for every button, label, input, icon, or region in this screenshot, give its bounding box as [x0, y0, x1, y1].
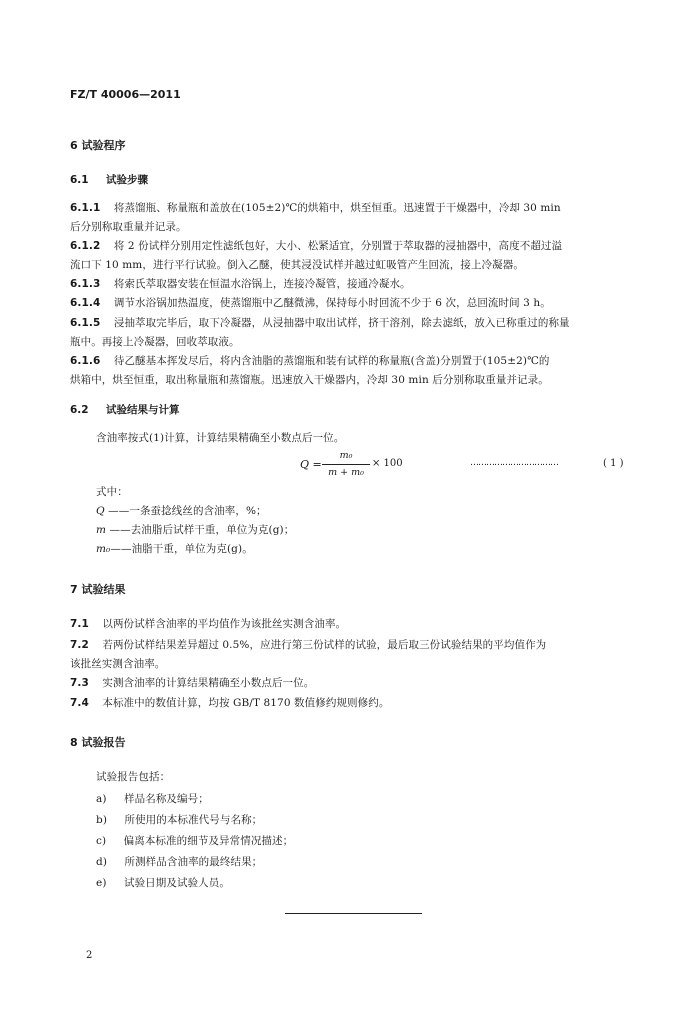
step-text: 将蒸馏瓶、称量瓶和盖放在(105±2)℃的烘箱中，烘至恒重。迅速置于干燥器中，冷却 30 min	[113, 202, 561, 214]
variable-q	[96, 506, 267, 517]
step-6-1-2-cont: 流口下 10 mm，进行平行试验。倒入乙醚，使其浸没试样并越过虹吸管产生回流，接上冷凝器。	[70, 259, 524, 271]
variable-desc: ——油脂干重，单位为克(g)。	[110, 543, 253, 555]
item-text: 若两份试样结果差异超过 0.5%，应进行第三份试样的试验，最后取三份试验结果的平均值作为	[102, 639, 547, 651]
step-6-1-4	[70, 298, 551, 309]
step-6-1-3	[70, 279, 411, 290]
step-6-1-2	[70, 241, 562, 252]
section-title: 试验结果与计算	[105, 404, 180, 416]
step-text: 待乙醚基本挥发尽后，将内含油脂的蒸馏瓶和装有试样的称量瓶(含盖)分别置于(105±2)℃的	[113, 355, 550, 367]
step-text: 将 2 份试样分别用定性滤纸包好，大小、松紧适宜，分别置于萃取器的浸抽器中，高度不超过溢	[113, 240, 563, 252]
list-label: d)	[96, 856, 108, 868]
report-item-c	[96, 836, 293, 847]
section-6-2-heading	[70, 405, 179, 416]
item-number: 7.3	[70, 677, 89, 689]
step-text: 浸抽萃取完毕后，取下冷凝器，从浸抽器中取出试样，挤干溶剂，除去滤纸，放入已称重过的称量	[113, 317, 570, 329]
section-number: 6.1	[70, 174, 89, 186]
variable-m	[96, 525, 294, 536]
item-number: 7.1	[70, 618, 89, 630]
formula-fraction-bar	[322, 464, 370, 465]
formula-numerator: m₀	[339, 450, 353, 461]
section-title: 试验步骤	[105, 174, 148, 186]
page-number: 2	[86, 950, 93, 961]
step-6-1-1-cont: 后分别称取重量并记录。	[70, 221, 187, 233]
section-6-1-heading	[70, 175, 148, 186]
section-7-title: 7 试验结果	[70, 583, 126, 596]
list-label: b)	[96, 814, 108, 826]
item-number: 7.2	[70, 639, 89, 651]
formula-leader: ……………………………	[470, 458, 558, 468]
document-code: FZ/T 40006—2011	[70, 88, 181, 101]
section-8-title: 8 试验报告	[70, 736, 126, 749]
list-text: 样品名称及编号；	[124, 793, 209, 805]
section-number: 6.2	[70, 404, 89, 416]
formula-equation-number: ( 1 )	[603, 458, 624, 469]
list-label: e)	[96, 877, 107, 889]
report-item-d	[96, 857, 262, 868]
list-text: 所测样品含油率的最终结果；	[124, 856, 263, 868]
step-number: 6.1.5	[70, 317, 101, 329]
list-label: a)	[96, 793, 107, 805]
section-6-title: 6 试验程序	[70, 139, 126, 152]
list-text: 试验日期及试验人员。	[123, 877, 230, 889]
item-7-2-cont: 该批丝实测含油率。	[70, 658, 166, 670]
item-text: 实测含油率的计算结果精确至小数点后一位。	[102, 677, 315, 689]
step-number: 6.1.4	[70, 297, 101, 309]
step-number: 6.1.1	[70, 202, 101, 214]
end-of-document-rule	[285, 913, 422, 914]
formula-denominator: m + m₀	[328, 467, 364, 478]
item-text: 以两份试样含油率的平均值作为该批丝实测含油率。	[102, 618, 347, 630]
variable-symbol: m₀	[96, 543, 111, 555]
step-6-1-5	[70, 318, 570, 329]
step-6-1-6-cont: 烘箱中，烘至恒重，取出称量瓶和蒸馏瓶。迅速放入干燥器内，冷却 30 min 后分别称取重量并记录。	[70, 374, 549, 386]
step-6-1-1	[70, 203, 561, 214]
item-text: 本标准中的数值计算，均按 GB/T 8170 数值修约规则修约。	[102, 697, 390, 709]
step-text: 调节水浴锅加热温度，使蒸馏瓶中乙醚微沸，保持每小时回流不少于 6 次，总回流时间 3 h。	[113, 297, 551, 309]
report-item-b	[96, 815, 262, 826]
item-number: 7.4	[70, 697, 89, 709]
variable-desc: ——去油脂后试样干重，单位为克(g)；	[106, 524, 295, 536]
step-text: 将索氏萃取器安装在恒温水浴锅上，连接冷凝管，接通冷凝水。	[113, 278, 411, 290]
list-text: 偏离本标准的细节及异常情况描述；	[123, 835, 294, 847]
item-7-3	[70, 678, 314, 689]
variable-symbol: Q	[96, 505, 105, 517]
step-number: 6.1.6	[70, 355, 101, 367]
item-7-1	[70, 619, 346, 630]
variable-symbol: m	[96, 524, 107, 536]
list-text: 所使用的本标准代号与名称；	[124, 814, 263, 826]
formula-multiplier: × 100	[372, 458, 403, 469]
item-7-2	[70, 640, 546, 651]
variable-desc: ——一条蚕捻线丝的含油率，%；	[104, 505, 267, 517]
formula-lhs: Q =	[300, 458, 322, 471]
item-7-4	[70, 698, 389, 709]
step-number: 6.1.2	[70, 240, 101, 252]
variable-m0	[96, 544, 253, 555]
report-intro: 试验报告包括：	[96, 771, 171, 783]
step-6-1-5-cont: 瓶中。再接上冷凝器，回收萃取液。	[70, 336, 240, 348]
formula-intro: 含油率按式(1)计算，计算结果精确至小数点后一位。	[96, 432, 345, 444]
report-item-a	[96, 794, 209, 805]
step-6-1-6	[70, 356, 550, 367]
step-number: 6.1.3	[70, 278, 101, 290]
variable-where: 式中：	[96, 486, 128, 498]
report-item-e	[96, 878, 230, 889]
list-label: c)	[96, 835, 107, 847]
